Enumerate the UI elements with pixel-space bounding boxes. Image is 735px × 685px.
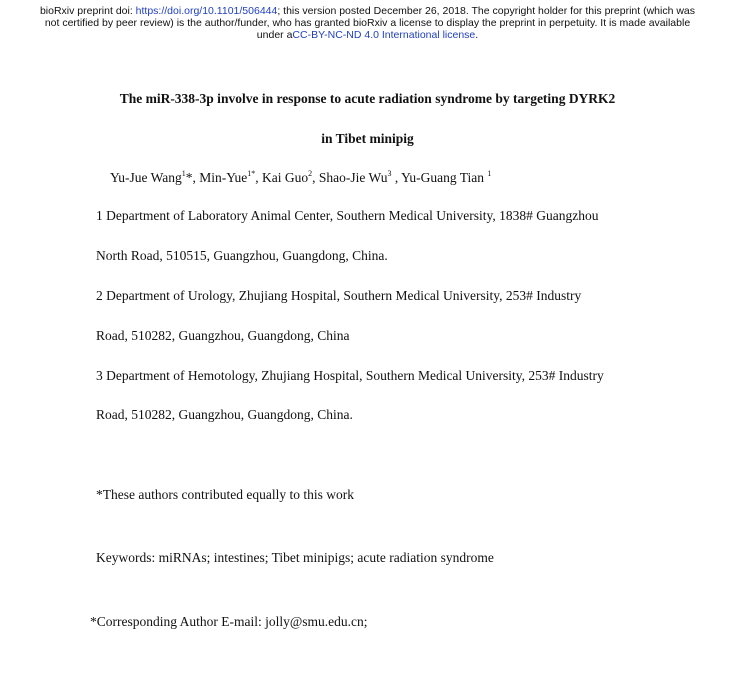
paper-title-line-2: in Tibet minipig <box>321 131 414 146</box>
banner-line-3: under aCC-BY-NC-ND 4.0 International license. <box>256 29 479 41</box>
equal-contribution-note: *These authors contributed equally to this work <box>96 487 354 502</box>
author-2: Min-Yue$^{1*}$, <box>199 169 259 185</box>
preprint-banner <box>0 5 735 41</box>
affiliation-2-line-1: 2 Department of Urology, Zhujiang Hospital, Southern Medical University, 253# Industry <box>96 288 582 303</box>
author-4: Shao-Jie Wu$^3$ , <box>318 169 399 185</box>
license-link[interactable]: CC-BY-NC-ND 4.0 International license <box>292 29 476 41</box>
author-1: Yu-Jue Wang$^1$*, <box>110 169 196 185</box>
keywords: Keywords: miRNAs; intestines; Tibet minipigs; acute radiation syndrome <box>96 550 494 565</box>
affiliation-1-line-1: 1 Department of Laboratory Animal Center, Southern Medical University, 1838# Guangzhou <box>96 208 599 223</box>
affiliation-2-line-2: Road, 510282, Guangzhou, Guangdong, China <box>96 328 350 343</box>
corresponding-author: *Corresponding Author E-mail: jolly@smu.edu.cn; <box>90 614 368 629</box>
paper-title-line-1: The miR-338-3p involve in response to acute radiation syndrome by targeting DYRK2 <box>119 91 616 106</box>
doi-link[interactable]: https://doi.org/10.1101/506444 <box>135 5 278 17</box>
affiliation-1-line-2: North Road, 510515, Guangzhou, Guangdong, China. <box>96 248 388 263</box>
author-3: Kai Guo$^2$, <box>262 169 316 185</box>
affiliation-3-line-1: 3 Department of Hemotology, Zhujiang Hospital, Southern Medical University, 253# Industry <box>96 368 604 383</box>
banner-line-1: bioRxiv preprint doi: https://doi.org/10.1101/506444; this version posted December 26, 2018. The copyright holder for this preprint (which was <box>39 5 696 17</box>
author-list <box>110 170 491 186</box>
author-5: Yu-Guang Tian $^1$ <box>401 169 492 185</box>
affiliation-3-line-2: Road, 510282, Guangzhou, Guangdong, China. <box>96 407 353 422</box>
banner-line-2: not certified by peer review) is the author/funder, who has granted bioRxiv a license to display the preprint in perpetuity. It is made available <box>44 17 691 29</box>
